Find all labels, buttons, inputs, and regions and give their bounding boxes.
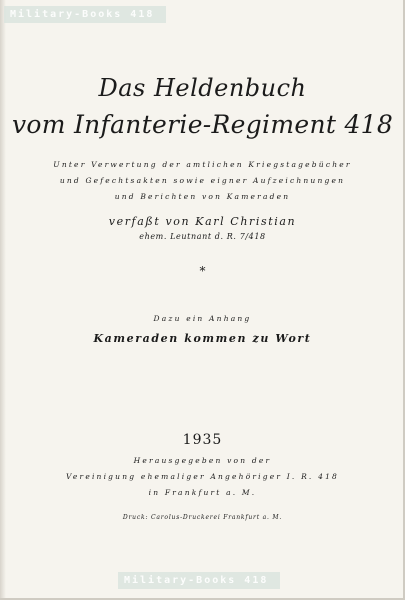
publication-year: 1935 — [182, 432, 223, 448]
watermark-bottom: Military-Books 418 — [118, 572, 280, 589]
watermark-top: Military-Books 418 — [4, 6, 166, 23]
book-title-line2: vom Infanterie-Regiment 418 — [11, 110, 394, 139]
appendix-intro: Dazu ein Anhang — [153, 314, 252, 323]
subtitle-line1: Unter Verwertung der amtlichen Kriegstagebücher — [53, 160, 352, 169]
author-rank: ehem. Leutnant d. R. 7/418 — [139, 232, 266, 241]
book-title-line1: Das Heldenbuch — [98, 74, 307, 102]
subtitle-line2: und Gefechtsakten sowie eigner Aufzeichnungen — [59, 176, 346, 185]
separator-asterisk: * — [199, 264, 206, 278]
subtitle-line3: und Berichten von Kameraden — [114, 192, 291, 201]
publisher-line3: in Frankfurt a. M. — [148, 488, 257, 497]
publisher-line2: Vereinigung ehemaliger Angehöriger I. R. 418 — [65, 472, 340, 481]
publisher-line1: Herausgegeben von der — [133, 456, 272, 465]
author-line: verfaßt von Karl Christian — [108, 215, 297, 228]
printer-credit: Druck: Carolus-Druckerei Frankfurt a. M. — [122, 514, 283, 521]
appendix-title: Kameraden kommen zu Wort — [93, 332, 312, 345]
